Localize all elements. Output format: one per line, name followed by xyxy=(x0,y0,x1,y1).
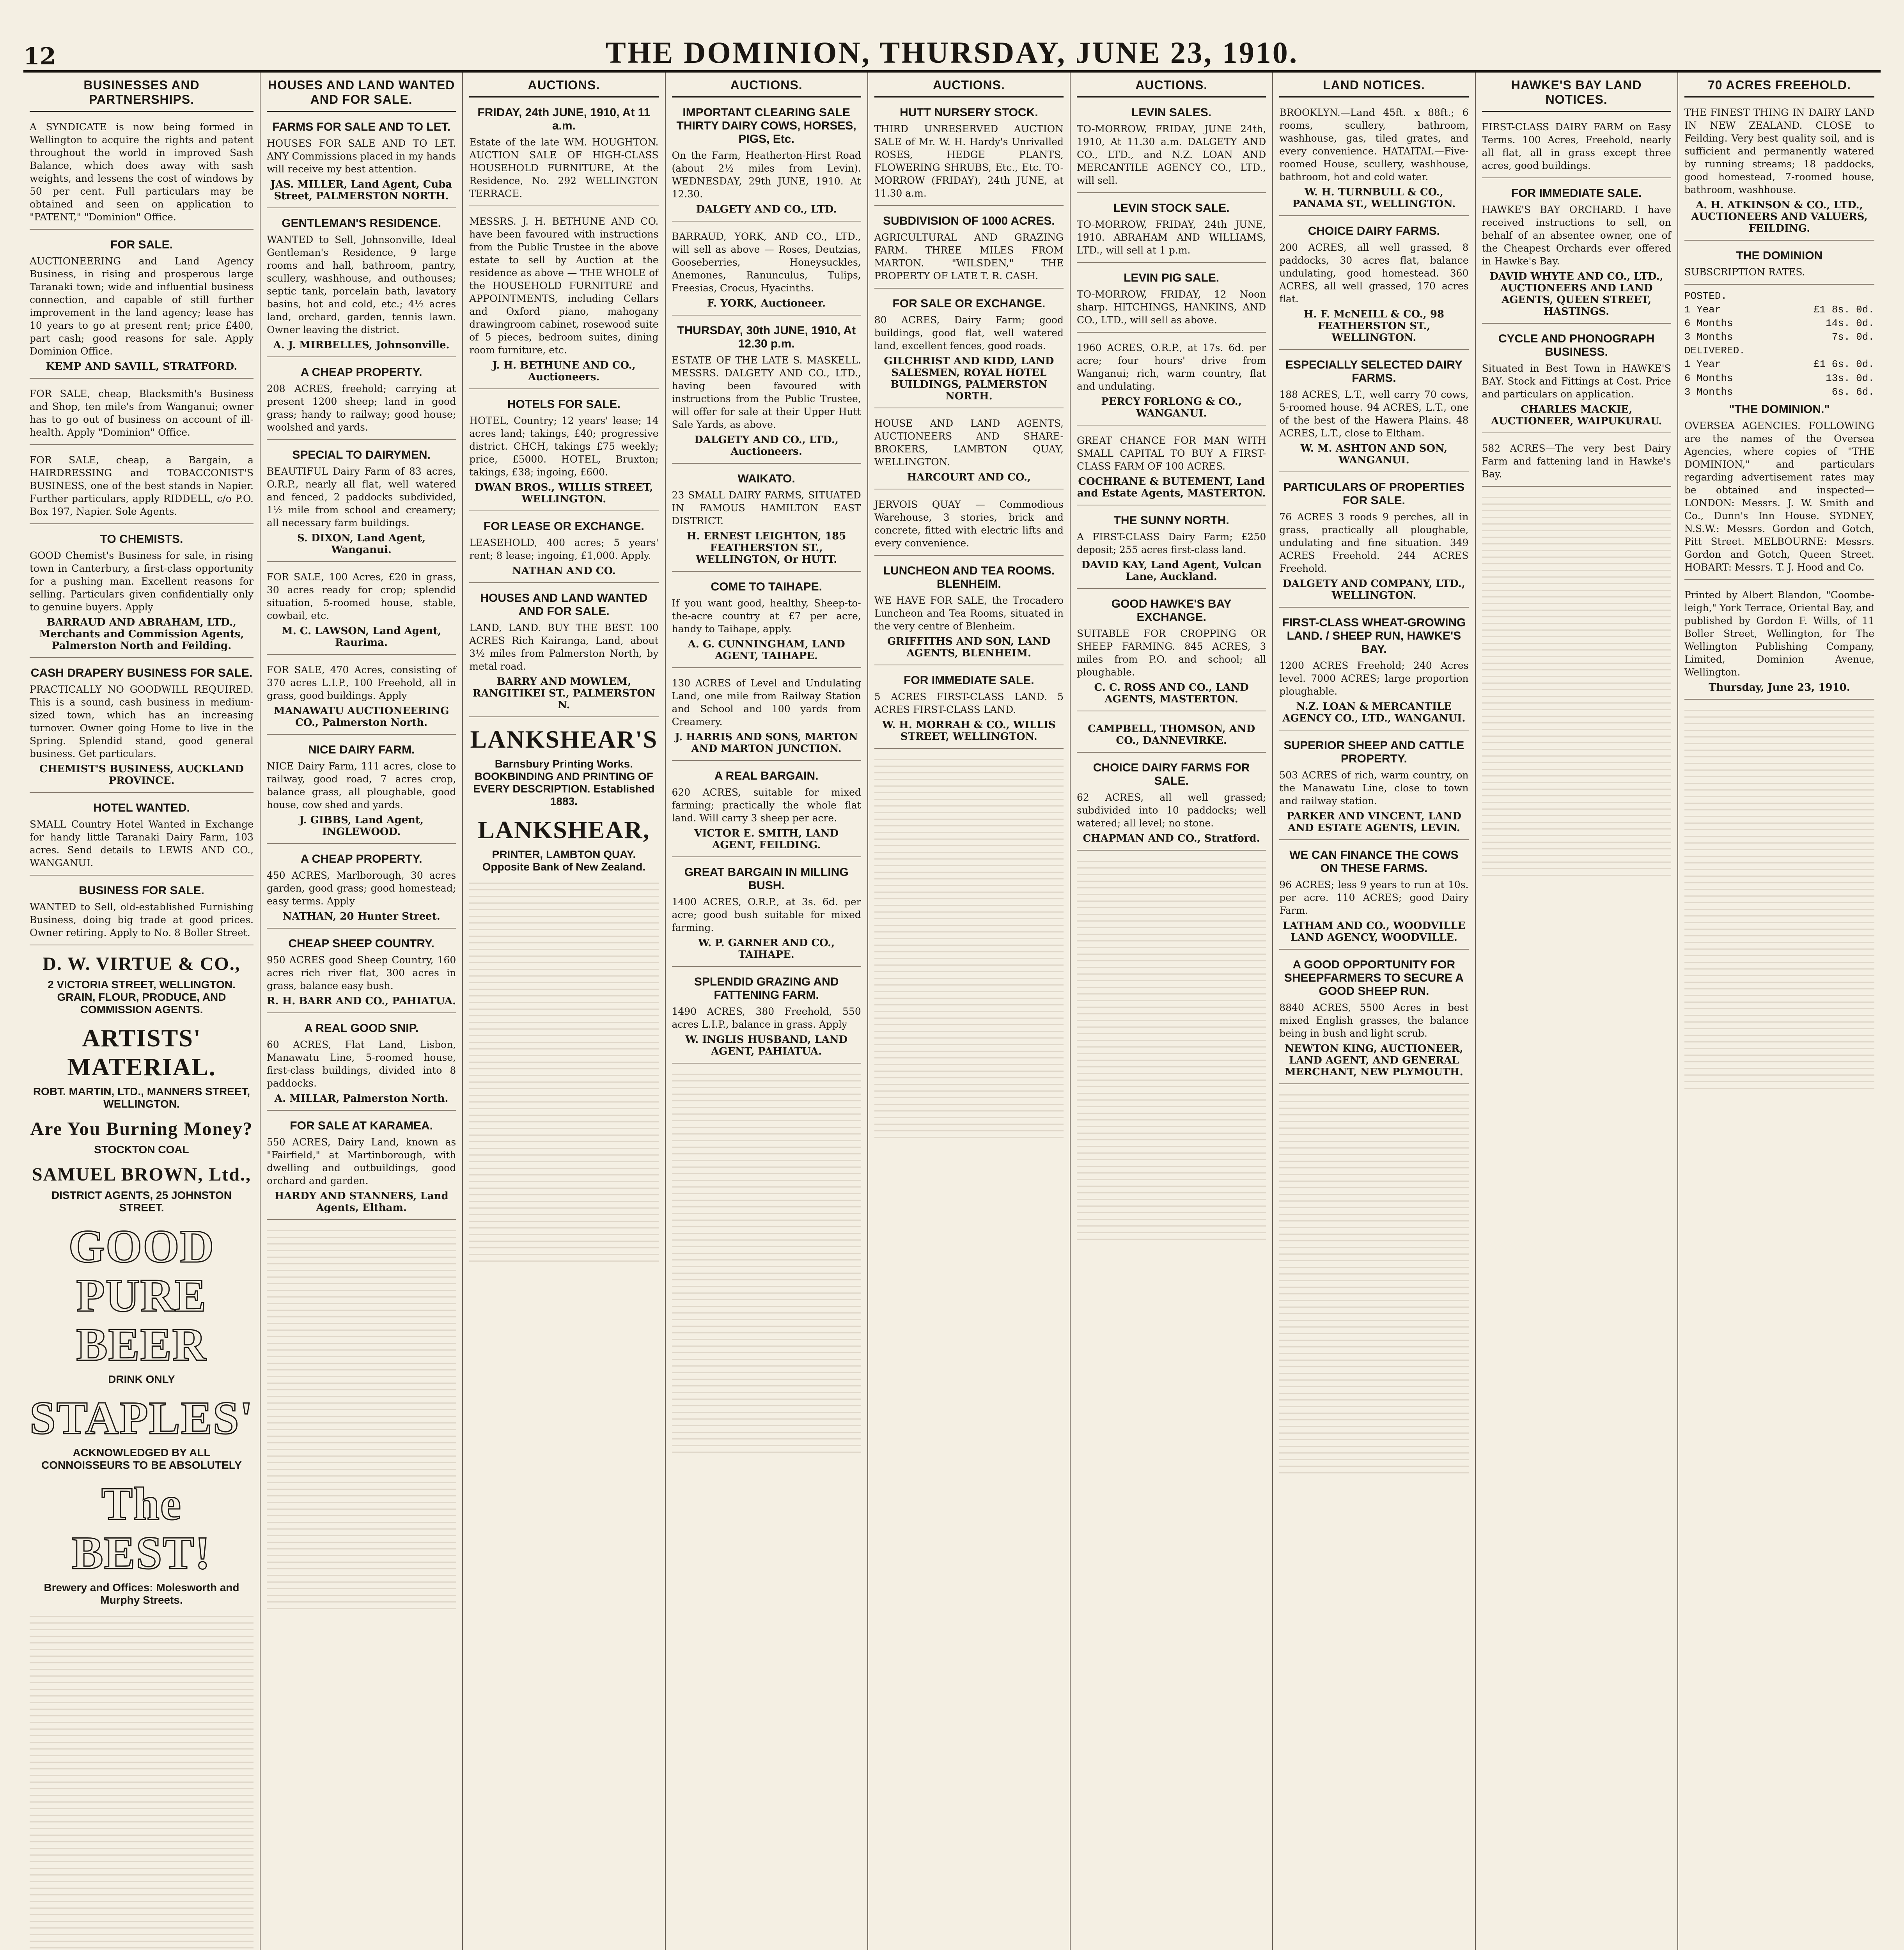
ad-body: MESSRS. J. H. BETHUNE AND CO. have been favoured with instructions from the Public Trustee in the above estate to sell by Auction at the residence as above — THE WHOLE of the HOUSEHOLD FURNITURE and APPOINTMENTS, including Cellars and Oxford piano, mahogany drawingroom cabinet, rosewood suite of 5 pieces, bedroom suites, dining room furniture, etc. xyxy=(469,216,659,356)
ad-heading: A CHEAP PROPERTY. xyxy=(300,853,422,865)
advertisement xyxy=(672,226,861,316)
ad-advertiser: J. H. BETHUNE AND CO., Auctioneers. xyxy=(492,360,636,383)
column-heading: HOUSES AND LAND WANTED AND FOR SALE. xyxy=(267,76,456,112)
display-banner: LANKSHEAR'S xyxy=(470,725,658,753)
ad-heading: THE SUNNY NORTH. xyxy=(1113,514,1229,527)
advertisement xyxy=(672,320,861,464)
ad-body: 582 ACRES—The very best Dairy Farm and fattening land in Hawke's Bay. xyxy=(1482,443,1671,480)
advertisement xyxy=(469,211,658,389)
ad-advertiser: BARRY AND MOWLEM, RANGITIKEI ST., PALMERSTON N. xyxy=(472,676,655,711)
ad-advertiser: W. P. GARNER AND CO., TAIHAPE. xyxy=(698,937,835,961)
ad-body: SUBSCRIPTION RATES. xyxy=(1684,266,1805,278)
ad-body: PRACTICALLY NO GOODWILL REQUIRED. This is a sound, cash business in medium-sized town, which has an increasing turnover. Owner going Home to live in the Spring. Splendid stand, good general business. Get particulars. xyxy=(30,684,254,759)
ad-body: FOR SALE, 100 Acres, £20 in grass, 30 acres ready for crop; splendid situation, 5-roomed house, stable, cowbail, etc. xyxy=(267,571,456,621)
ad-body: 1960 ACRES, O.R.P., at 17s. 6d. per acre; four hours' drive from Wanganui; rich, warm country, flat and undulating. xyxy=(1077,342,1266,392)
column xyxy=(261,73,463,1950)
advertisement xyxy=(469,102,658,206)
ad-advertiser: F. YORK, Auctioneer. xyxy=(707,298,826,309)
banner-subline: DISTRICT AGENTS, 25 JOHNSTON STREET. xyxy=(51,1189,232,1214)
advertisement xyxy=(1279,845,1468,950)
banner-subline: STOCKTON COAL xyxy=(94,1143,189,1156)
ad-body: WANTED to Sell, old-established Furnishing Business, doing big trade at good prices. Owner retiring. Apply to No. 8 Boller Street. xyxy=(30,901,254,938)
advertisement xyxy=(1482,183,1671,324)
column-heading: AUCTIONS. xyxy=(874,76,1064,98)
advertisement xyxy=(267,659,456,735)
ad-body: HOTEL, Country; 12 years' lease; 14 acres land; takings, £40; progressive district. CHCH, takings £75 weekly; price, £5000. HOTEL, Bruxton; takings, £38; ingoing, £600. xyxy=(469,415,659,478)
ad-heading: PARTICULARS OF PROPERTIES FOR SALE. xyxy=(1283,481,1465,507)
ad-advertiser: J. HARRIS AND SONS, MARTON AND MARTON JUNCTION. xyxy=(675,731,858,755)
ad-heading: SPLENDID GRAZING AND FATTENING FARM. xyxy=(694,975,839,1002)
ad-body: On the Farm, Heatherton-Hirst Road (about 2½ miles from Levin). WEDNESDAY, 29th JUNE, 1910. At 12.30. xyxy=(672,150,861,200)
ad-advertiser: BARRAUD AND ABRAHAM, LTD., Merchants and Commission Agents, Palmerston North and Feilding. xyxy=(39,617,244,652)
ad-body: 550 ACRES, Dairy Land, known as "Fairfield," at Martinborough, with dwelling and outbuildings, good orchard and garden. xyxy=(267,1136,456,1186)
rate-row xyxy=(1684,330,1874,344)
ad-body: TO-MORROW, FRIDAY, 12 Noon sharp. HITCHINGS, HANKINS, AND CO., LTD., will sell as above. xyxy=(1077,289,1266,326)
ad-body: GREAT CHANCE FOR MAN WITH SMALL CAPITAL TO BUY A FIRST-CLASS FARM OF 100 ACRES. xyxy=(1077,435,1266,472)
rate-price: 14s. 0d. xyxy=(1826,317,1874,330)
ad-heading: FIRST-CLASS WHEAT-GROWING LAND. / SHEEP RUN, HAWKE'S BAY. xyxy=(1282,616,1466,656)
ad-body: 23 SMALL DAIRY FARMS, SITUATED IN FAMOUS HAMILTON EAST DISTRICT. xyxy=(672,489,861,526)
ad-body: 950 ACRES good Sheep Country, 160 acres rich river flat, 300 acres in grass, balance easy bush. xyxy=(267,954,456,991)
column xyxy=(463,73,665,1950)
columns xyxy=(23,73,1881,1950)
ad-advertiser: HARDY AND STANNERS, Land Agents, Eltham. xyxy=(274,1190,449,1214)
advertisement xyxy=(1077,757,1266,851)
ad-heading: THURSDAY, 30th JUNE, 1910, At 12.30 p.m. xyxy=(677,324,856,350)
ad-heading: A CHEAP PROPERTY. xyxy=(300,366,422,379)
display-banner: D. W. VIRTUE & CO., xyxy=(43,954,241,974)
ad-body: 62 ACRES, all well grassed; subdivided into 10 paddocks; well watered; all level; no stone. xyxy=(1077,792,1266,829)
advertisement xyxy=(672,971,861,1064)
ad-advertiser: DALGETY AND CO., LTD., Auctioneers. xyxy=(694,434,839,457)
advertisement xyxy=(30,798,254,876)
ad-advertiser: W. INGLIS HUSBAND, LAND AGENT, PAHIATUA. xyxy=(685,1034,848,1057)
column xyxy=(666,73,868,1950)
ad-heading: CASH DRAPERY BUSINESS FOR SALE. xyxy=(30,667,253,679)
column-text-filler xyxy=(267,1225,456,1615)
advertisement xyxy=(30,450,254,524)
rate-period: 6 Months xyxy=(1684,372,1733,384)
advertisement xyxy=(874,293,1064,408)
ad-advertiser: W. H. MORRAH & CO., WILLIS STREET, WELLINGTON. xyxy=(882,719,1056,743)
advertisement xyxy=(1279,221,1468,350)
ad-advertiser: W. M. ASHTON AND SON, WANGANUI. xyxy=(1300,443,1448,466)
ad-heading: LUNCHEON AND TEA ROOMS. BLENHEIM. xyxy=(883,564,1055,590)
ad-body: 1200 ACRES Freehold; 240 Acres level. 7000 ACRES; large proportion ploughable. xyxy=(1279,660,1469,697)
advertisement xyxy=(267,213,456,357)
ad-heading: IMPORTANT CLEARING SALE THIRTY DAIRY COWS, HORSES, PIGS, Etc. xyxy=(676,106,856,145)
advertisement xyxy=(672,862,861,967)
ad-body: THE FINEST THING IN DAIRY LAND IN NEW ZEALAND. CLOSE to Feilding. Very best quality soil, and is sufficient and permanently watered by running streams; 18 paddocks, good homestead, 7-roomed house, bathroom, washhouse. xyxy=(1684,107,1874,195)
banner-subline: Brewery and Offices: Molesworth and Murphy Streets. xyxy=(44,1581,239,1606)
advertisement xyxy=(672,576,861,668)
ad-body: A SYNDICATE is now being formed in Wellington to acquire the rights and patent throughout the world in improved Sash Balance, which does away with sash weights, and lessens the cost of windows by 50 per cent. Full particulars may be obtained and seen on application to "PATENT," "Dominion" Office. xyxy=(30,121,254,223)
ad-body: 96 ACRES; less 9 years to run at 10s. per acre. 110 ACRES; good Dairy Farm. xyxy=(1279,879,1469,916)
advertisement xyxy=(30,234,254,379)
ad-body: 60 ACRES, Flat Land, Lisbon, Manawatu Line, 5-roomed house, first-class buildings, divided into 8 paddocks. xyxy=(267,1039,456,1089)
ad-advertiser: J. GIBBS, Land Agent, INGLEWOOD. xyxy=(299,814,424,838)
advertisement xyxy=(1279,355,1468,472)
advertisement xyxy=(1684,399,1874,580)
ad-advertiser: A. J. MIRBELLES, Johnsonville. xyxy=(273,339,450,351)
ad-advertiser: NATHAN, 20 Hunter Street. xyxy=(282,911,440,922)
advertisement xyxy=(672,468,861,572)
ad-heading: HUTT NURSERY STOCK. xyxy=(900,106,1038,119)
ad-advertiser: COCHRANE & BUTEMENT, Land and Estate Agents, MASTERTON. xyxy=(1077,476,1266,499)
display-banner: STAPLES' xyxy=(30,1392,254,1444)
ad-heading: "THE DOMINION." xyxy=(1729,402,1830,416)
advertisement xyxy=(1279,954,1468,1084)
ad-advertiser: A. H. ATKINSON & CO., LTD., AUCTIONEERS AND VALUERS, FEILDING. xyxy=(1691,199,1868,234)
advertisement xyxy=(672,673,861,761)
ad-body: THIRD UNRESERVED AUCTION SALE of Mr. W. H. Hardy's Unrivalled ROSES, HEDGE PLANTS, FLOWERING SHRUBS, Etc., Etc. TO-MORROW (FRIDAY), 24th JUNE, at 11.30 a.m. xyxy=(874,123,1064,199)
ad-advertiser: S. DIXON, Land Agent, Wanganui. xyxy=(297,532,426,556)
column xyxy=(868,73,1071,1950)
column-text-filler xyxy=(874,753,1064,1143)
display-banner: SAMUEL BROWN, Ltd., xyxy=(32,1164,252,1185)
rate-price: 7s. 0d. xyxy=(1831,331,1874,343)
ad-heading: A REAL GOOD SNIP. xyxy=(304,1022,419,1035)
ad-advertiser: A. MILLAR, Palmerston North. xyxy=(274,1093,449,1104)
column-text-filler xyxy=(1482,491,1671,881)
advertisement xyxy=(1684,245,1874,285)
advertisement xyxy=(267,567,456,655)
ad-heading: FRIDAY, 24th JUNE, 1910, At 11 a.m. xyxy=(477,106,651,132)
ad-heading: HOTELS FOR SALE. xyxy=(507,398,620,411)
ad-heading: FOR SALE OR EXCHANGE. xyxy=(892,297,1046,310)
ad-advertiser: PERCY FORLONG & CO., WANGANUI. xyxy=(1101,396,1242,419)
advertisement xyxy=(30,663,254,793)
advertisement xyxy=(1077,198,1266,263)
ad-heading: GREAT BARGAIN IN MILLING BUSH. xyxy=(684,866,849,892)
display-banner: ARTISTS' MATERIAL. xyxy=(67,1024,216,1081)
ad-body: 450 ACRES, Marlborough, 30 acres garden, good grass; good homestead; easy terms. Apply xyxy=(267,870,456,907)
banner-subline: Barnsbury Printing Works. BOOKBINDING AND PRINTING OF EVERY DESCRIPTION. Established 1883. xyxy=(473,758,655,807)
ad-body: 208 ACRES, freehold; carrying at present 1200 sheep; land in good grass; handy to railway; good house; woolshed and yards. xyxy=(267,383,456,433)
advertisement xyxy=(1077,716,1266,753)
ad-advertiser: LATHAM AND CO., WOODVILLE LAND AGENCY, WOODVILLE. xyxy=(1282,920,1466,943)
ad-advertiser: R. H. BARR AND CO., PAHIATUA. xyxy=(267,995,456,1007)
ad-heading: A GOOD OPPORTUNITY FOR SHEEPFARMERS TO SECURE A GOOD SHEEP RUN. xyxy=(1284,958,1464,998)
advertisement xyxy=(30,529,254,658)
rate-period: 6 Months xyxy=(1684,317,1733,330)
advertisement xyxy=(874,211,1064,289)
ad-body: 5 ACRES FIRST-CLASS LAND. 5 ACRES FIRST-CLASS LAND. xyxy=(874,691,1064,715)
ad-heading: CHEAP SHEEP COUNTRY. xyxy=(288,937,434,950)
ad-body: 80 ACRES, Dairy Farm; good buildings, good flat, well watered land, excellent fences, good roads. xyxy=(874,314,1064,351)
ad-body: OVERSEA AGENCIES. FOLLOWING are the names of the Oversea Agencies, where copies of "THE DOMINION," and particulars regarding advertisement rates may be obtained and inspected— LONDON: Messrs. J. W. Smith and Co., Dunn's Inn House. SYDNEY, N.S.W.: Messrs. Gordon and Gotch, Pitt Street. MELBOURNE: Messrs. Gordon and Gotch, Queen Street. HOBART: Messrs. T. J. Hood and Co. xyxy=(1684,420,1874,573)
column-heading: BUSINESSES AND PARTNERSHIPS. xyxy=(30,76,254,112)
ad-body: FOR SALE, 470 Acres, consisting of 370 acres L.I.P., 100 Freehold, all in grass, good buildings. Apply xyxy=(267,664,456,701)
advertisement xyxy=(1077,268,1266,333)
advertisement xyxy=(267,1115,456,1220)
rate-row xyxy=(1684,303,1874,317)
ad-body: Situated in Best Town in HAWKE'S BAY. Stock and Fittings at Cost. Price and particulars on application. xyxy=(1482,363,1671,400)
column-heading: AUCTIONS. xyxy=(1077,76,1266,98)
ad-body: TO-MORROW, FRIDAY, 24th JUNE, 1910. ABRAHAM AND WILLIAMS, LTD., will sell at 1 p.m. xyxy=(1077,219,1266,256)
ad-advertiser: CHEMIST'S BUSINESS, AUCKLAND PROVINCE. xyxy=(39,763,244,787)
rate-price: 13s. 0d. xyxy=(1826,372,1874,384)
ad-heading: BUSINESS FOR SALE. xyxy=(79,884,204,897)
advertisement xyxy=(267,362,456,440)
rate-period: 3 Months xyxy=(1684,386,1733,398)
advertisement xyxy=(267,445,456,562)
column-heading: 70 ACRES FREEHOLD. xyxy=(1684,76,1874,98)
column-heading: AUCTIONS. xyxy=(672,76,861,98)
ad-heading: SUBDIVISION OF 1000 ACRES. xyxy=(883,214,1055,227)
ad-heading: SUPERIOR SHEEP AND CATTLE PROPERTY. xyxy=(1284,739,1464,765)
advertisement xyxy=(1279,102,1468,216)
ad-body: BEAUTIFUL Dairy Farm of 83 acres, O.R.P., nearly all flat, well watered and fenced, 2 paddocks subdivided, 1½ mile from school and creamery; all necessary farm buildings. xyxy=(267,466,456,528)
advertisement xyxy=(1077,430,1266,505)
ad-advertiser: GRIFFITHS AND SON, LAND AGENTS, BLENHEIM. xyxy=(887,636,1051,659)
advertisement xyxy=(874,670,1064,749)
column xyxy=(23,73,261,1950)
ad-heading: HOTEL WANTED. xyxy=(93,801,190,814)
ad-body: HAWKE'S BAY ORCHARD. I have received instructions to sell, on behalf of an absentee owner, one of the Cheapest Orchards ever offered in Hawke's Bay. xyxy=(1482,204,1671,267)
ad-advertiser: CHARLES MACKIE, AUCTIONEER, WAIPUKURAU. xyxy=(1491,404,1662,427)
ad-heading: THE DOMINION xyxy=(1736,249,1823,262)
advertisement xyxy=(1482,117,1671,178)
ad-body: 76 ACRES 3 roods 9 perches, all in grass, practically all ploughable, undulating and fine situation. 349 ACRES Freehold. 244 ACRES Freehold. xyxy=(1279,511,1469,574)
ad-heading: FOR IMMEDIATE SALE. xyxy=(904,674,1034,687)
rate-price: £1 6s. 0d. xyxy=(1813,358,1874,370)
column xyxy=(1273,73,1475,1950)
advertisement xyxy=(874,560,1064,665)
advertisement xyxy=(672,766,861,857)
advertisement xyxy=(267,739,456,844)
rate-period: 1 Year xyxy=(1684,358,1721,370)
ad-heading: WAIKATO. xyxy=(737,472,795,485)
ad-heading: LEVIN STOCK SALE. xyxy=(1113,202,1230,214)
rates-posted-label: POSTED. xyxy=(1684,290,1727,302)
advertisement xyxy=(1684,102,1874,241)
display-banner: GOOD PURE BEER xyxy=(68,1220,215,1370)
banner-subline: PRINTER, LAMBTON QUAY. Opposite Bank of New Zealand. xyxy=(482,848,646,873)
ad-heading: FARMS FOR SALE AND TO LET. xyxy=(272,121,450,133)
column-text-filler xyxy=(1077,855,1266,1245)
rate-row xyxy=(1684,385,1874,399)
ad-heading: SPECIAL TO DAIRYMEN. xyxy=(292,448,431,461)
advertisement xyxy=(1077,337,1266,425)
ad-body: FOR SALE, cheap, Blacksmith's Business and Shop, ten mile's from Wanganui; owner has to go out of business on account of ill-health. Apply "Dominion" Office. xyxy=(30,388,254,438)
ad-advertiser: DALGETY AND CO., LTD. xyxy=(696,204,837,215)
ad-heading: CHOICE DAIRY FARMS FOR SALE. xyxy=(1093,761,1250,787)
column-heading: LAND NOTICES. xyxy=(1279,76,1468,98)
ad-heading: TO CHEMISTS. xyxy=(100,533,183,546)
advertisement xyxy=(672,102,861,222)
ad-body: SUITABLE FOR CROPPING OR SHEEP FARMING. 845 ACRES, 3 miles from P.O. and school; all ploughable. xyxy=(1077,628,1266,678)
ad-body: 503 ACRES of rich, warm country, on the Manawatu Line, close to town and railway station. xyxy=(1279,769,1469,807)
ad-advertiser: VICTOR E. SMITH, LAND AGENT, FEILDING. xyxy=(694,828,839,851)
ad-heading: LEVIN SALES. xyxy=(1131,106,1212,119)
rate-row xyxy=(1684,372,1874,385)
ad-body: HOUSE AND LAND AGENTS, AUCTIONEERS AND SHARE-BROKERS, LAMBTON QUAY, WELLINGTON. xyxy=(874,418,1064,468)
ad-advertiser: DAVID WHYTE AND CO., LTD., AUCTIONEERS AND LAND AGENTS, QUEEN STREET, HASTINGS. xyxy=(1489,271,1663,317)
column-text-filler xyxy=(1684,704,1874,1094)
advertisement xyxy=(267,117,456,208)
rate-price: £1 8s. 0d. xyxy=(1813,304,1874,316)
ad-advertiser: N.Z. LOAN & MERCANTILE AGENCY CO., LTD., WANGANUI. xyxy=(1282,701,1466,724)
ad-body: 1490 ACRES, 380 Freehold, 550 acres L.I.P., balance in grass. Apply xyxy=(672,1006,861,1030)
ad-heading: FOR IMMEDIATE SALE. xyxy=(1511,187,1642,200)
ad-body: GOOD Chemist's Business for sale, in rising town in Canterbury, a first-class opportunity for a pushing man. Excellent reasons for selling. Particulars given confidentially only to genuine buyers. Apply xyxy=(30,550,254,613)
advertisement xyxy=(267,849,456,929)
column xyxy=(1071,73,1273,1950)
subscription-rates xyxy=(1684,289,1874,399)
masthead xyxy=(23,23,1881,73)
advertisement xyxy=(874,413,1064,489)
ad-heading: FOR SALE. xyxy=(110,238,173,251)
ad-body: 8840 ACRES, 5500 Acres in best mixed English grasses, the balance being in bush and light scrub. xyxy=(1279,1002,1469,1039)
advertisement xyxy=(1482,328,1671,433)
ad-heading: LEVIN PIG SALE. xyxy=(1124,271,1220,284)
banner-subline: 2 VICTORIA STREET, WELLINGTON. GRAIN, FLOUR, PRODUCE, AND COMMISSION AGENTS. xyxy=(48,979,236,1016)
ad-heading: FOR LEASE OR EXCHANGE. xyxy=(484,520,644,533)
ad-body: 188 ACRES, L.T., well carry 70 cows, 5-roomed house. 94 ACRES, L.T., one of the best of the Hawera Plains. 48 ACRES, L.T., close to Eltham. xyxy=(1279,389,1469,439)
advertisement xyxy=(1279,612,1468,730)
advertisement xyxy=(30,383,254,445)
advertisement xyxy=(267,933,456,1013)
advertisement xyxy=(469,588,658,717)
column-heading: HAWKE'S BAY LAND NOTICES. xyxy=(1482,76,1671,112)
banner-subline: ACKNOWLEDGED BY ALL CONNOISSEURS TO BE ABSOLUTELY xyxy=(41,1447,242,1471)
display-banner: LANKSHEAR, xyxy=(478,816,650,844)
advertisement xyxy=(1482,438,1671,487)
ad-heading: GENTLEMAN'S RESIDENCE. xyxy=(282,217,441,230)
ad-heading: WE CAN FINANCE THE COWS ON THESE FARMS. xyxy=(1289,849,1459,875)
ad-advertiser: M. C. LAWSON, Land Agent, Raurima. xyxy=(281,625,441,649)
ad-advertiser: CHAPMAN AND CO., Stratford. xyxy=(1083,833,1260,844)
banner-subline: DRINK ONLY xyxy=(108,1373,175,1385)
ad-heading: CHOICE DAIRY FARMS. xyxy=(1308,225,1440,238)
advertisement xyxy=(1077,510,1266,589)
ad-body: WANTED to Sell, Johnsonville, Ideal Gentleman's Residence, 9 large rooms and hall, bathroom, pantry, scullery, washhouse, and outhouses; septic tank, porcelain bath, lavatory basins, hot and cold, etc.; 4½ acres land, orchard, garden, tennis lawn. Owner leaving the district. xyxy=(267,234,456,335)
page-number: 12 xyxy=(23,43,56,70)
ad-advertiser: C. C. ROSS AND CO., LAND AGENTS, MASTERTON. xyxy=(1094,682,1249,705)
display-banner: Are You Burning Money? xyxy=(30,1119,253,1139)
ad-body: TO-MORROW, FRIDAY, JUNE 24th, 1910, At 11.30 a.m. DALGETY AND CO., LTD., and N.Z. LOAN AND MERCANTILE AGENCY CO., LTD., will sell. xyxy=(1077,123,1266,186)
ad-body: Estate of the late WM. HOUGHTON. AUCTION SALE OF HIGH-CLASS HOUSEHOLD FURNITURE, At the Residence, No. 292 WELLINGTON TERRACE. xyxy=(469,136,659,199)
ad-body: ESTATE OF THE LATE S. MASKELL. MESSRS. DALGETY AND CO., LTD., having been favoured with instructions from the Public Trustee, will offer for sale at their Upper Hutt Sale Yards, as above. xyxy=(672,355,861,430)
ad-advertiser: H. F. McNEILL & CO., 98 FEATHERSTON ST., WELLINGTON. xyxy=(1303,308,1445,344)
ad-advertiser: A. G. CUNNINGHAM, LAND AGENT, TAIHAPE. xyxy=(688,638,845,662)
ad-advertiser: Thursday, June 23, 1910. xyxy=(1709,681,1850,693)
ad-advertiser: CAMPBELL, THOMSON, AND CO., DANNEVIRKE. xyxy=(1088,723,1255,746)
advertisement xyxy=(874,102,1064,206)
banner-subline: ROBT. MARTIN, LTD., MANNERS STREET, WELLINGTON. xyxy=(33,1085,250,1110)
advertisement xyxy=(1077,102,1266,193)
ad-heading: GOOD HAWKE'S BAY EXCHANGE. xyxy=(1111,597,1232,624)
newspaper-title: THE DOMINION, THURSDAY, JUNE 23, 1910. xyxy=(605,35,1299,69)
ad-body: JERVOIS QUAY — Commodious Warehouse, 3 stories, brick and concrete, fitted with electric lifts and every convenience. xyxy=(874,499,1064,549)
advertisement xyxy=(267,1018,456,1111)
ad-body: NICE Dairy Farm, 111 acres, close to railway, good road, 7 acres crop, balance grass, all ploughable, good house, cow shed and yards. xyxy=(267,760,456,810)
ad-heading: NICE DAIRY FARM. xyxy=(308,743,415,756)
ad-advertiser: MANAWATU AUCTIONEERING CO., Palmerston North. xyxy=(273,705,449,729)
ad-body: SMALL Country Hotel Wanted in Exchange for handy little Taranaki Dairy Farm, 103 acres. Send details to LEWIS AND CO., WANGANUI. xyxy=(30,819,254,869)
column-heading: AUCTIONS. xyxy=(469,76,658,98)
ad-body: FIRST-CLASS DAIRY FARM on Easy Terms. 100 Acres, Freehold, nearly all flat, all in grass except three acres, good buildings. xyxy=(1482,121,1671,171)
column-text-filler xyxy=(30,1610,254,1950)
ad-advertiser: DAVID KAY, Land Agent, Vulcan Lane, Auckland. xyxy=(1081,559,1262,583)
ad-body: FOR SALE, cheap, a Bargain, a HAIRDRESSING and TOBACCONIST'S BUSINESS, one of the best stands in Napier. Further particulars, apply RIDDELL, c/o P.O. Box 197, Napier. Sole Agents. xyxy=(30,454,254,517)
ad-advertiser: W. H. TURNBULL & CO., PANAMA ST., WELLINGTON. xyxy=(1292,186,1456,210)
ad-advertiser: DALGETY AND COMPANY, LTD., WELLINGTON. xyxy=(1282,578,1465,601)
ad-advertiser: NATHAN AND CO. xyxy=(512,565,616,577)
advertisement xyxy=(30,117,254,230)
ad-advertiser: HARCOURT AND CO., xyxy=(907,472,1031,483)
ad-advertiser: H. ERNEST LEIGHTON, 185 FEATHERSTON ST., WELLINGTON, Or HUTT. xyxy=(686,530,846,566)
rate-period: 1 Year xyxy=(1684,304,1721,316)
ad-advertiser: DWAN BROS., WILLIS STREET, WELLINGTON. xyxy=(475,482,653,505)
ad-body: LAND, LAND. BUY THE BEST. 100 ACRES Rich Kairanga, Land, about 3½ miles from Palmerston North, by metal road. xyxy=(469,622,659,672)
advertisement xyxy=(1077,594,1266,711)
ad-body: HOUSES FOR SALE AND TO LET. ANY Commissions placed in my hands will receive my best attention. xyxy=(267,138,456,175)
ad-body: A FIRST-CLASS Dairy Farm; £250 deposit; 255 acres first-class land. xyxy=(1077,531,1266,555)
ad-heading: HOUSES AND LAND WANTED AND FOR SALE. xyxy=(480,592,648,618)
rate-period: 3 Months xyxy=(1684,331,1733,343)
ad-body: AUCTIONEERING and Land Agency Business, in rising and prosperous large Taranaki town; wide and influential business connection, and capable of still further improvement in the land agency; lease has 10 years to go at present rent; price £400, part cash; good reasons for sale. Apply Dominion Office. xyxy=(30,255,254,357)
ad-advertiser: GILCHRIST AND KIDD, LAND SALESMEN, ROYAL HOTEL BUILDINGS, PALMERSTON NORTH. xyxy=(884,355,1054,402)
ad-heading: ESPECIALLY SELECTED DAIRY FARMS. xyxy=(1285,358,1463,385)
ad-body: Printed by Albert Blandon, "Coombe-leigh," York Terrace, Oriental Bay, and published by Gordon F. Wills, of 11 Boller Street, Wellington, for The Wellington Publishing Company, Limited, Dominion Avenue, Wellington. xyxy=(1684,589,1874,678)
ad-advertiser: PARKER AND VINCENT, LAND AND ESTATE AGENTS, LEVIN. xyxy=(1286,810,1461,834)
ad-body: BARRAUD, YORK, AND CO., LTD., will sell as above — Roses, Deutzias, Gooseberries, Honeysuckles, Anemones, Ranunculus, Tulips, Freesias, Crocus, Hyacinths. xyxy=(672,231,861,294)
ad-body: BROOKLYN.—Land 45ft. x 88ft.; 6 rooms, scullery, bathroom, washhouse, gas, tiled grates, and every convenience. HATAITAI.—Five-roomed House, scullery, washhouse, bathroom, hot and cold water. xyxy=(1279,107,1469,183)
ad-advertiser: NEWTON KING, AUCTIONEER, LAND AGENT, AND GENERAL MERCHANT, NEW PLYMOUTH. xyxy=(1285,1043,1463,1078)
advertisement xyxy=(1279,735,1468,840)
column xyxy=(1476,73,1678,1950)
advertisement xyxy=(30,880,254,945)
ad-body: 1400 ACRES, O.R.P., at 3s. 6d. per acre; good bush suitable for mixed farming. xyxy=(672,896,861,933)
rate-row xyxy=(1684,317,1874,330)
advertisement xyxy=(874,494,1064,556)
ad-heading: COME TO TAIHAPE. xyxy=(711,580,822,593)
ad-body: If you want good, healthy, Sheep-to-the-acre country at £7 per acre, handy to Taihape, apply. xyxy=(672,597,861,635)
ad-heading: CYCLE AND PHONOGRAPH BUSINESS. xyxy=(1498,332,1655,358)
rate-row xyxy=(1684,358,1874,371)
ad-advertiser: KEMP AND SAVILL, STRATFORD. xyxy=(46,361,238,372)
advertisement xyxy=(469,394,658,511)
ad-advertiser: JAS. MILLER, Land Agent, Cuba Street, PALMERSTON NORTH. xyxy=(270,179,452,202)
column-text-filler xyxy=(1279,1089,1468,1479)
ad-body: 200 ACRES, all well grassed, 8 paddocks, 30 acres flat, balance undulating, good homestead. 360 ACRES, all well grassed, 170 acres flat. xyxy=(1279,242,1469,305)
column xyxy=(1678,73,1881,1950)
advertisement xyxy=(1684,585,1874,700)
ad-body: WE HAVE FOR SALE, the Trocadero Luncheon and Tea Rooms, situated in the very centre of Blenheim. xyxy=(874,595,1064,632)
column-text-filler xyxy=(672,1068,861,1458)
rates-delivered-label: DELIVERED. xyxy=(1684,345,1745,357)
advertisement xyxy=(469,516,658,583)
ad-body: LEASEHOLD, 400 acres; 5 years' rent; 8 lease; ingoing, £1,000. Apply. xyxy=(469,537,659,561)
ad-heading: FOR SALE AT KARAMEA. xyxy=(290,1119,433,1132)
advertisement xyxy=(1279,477,1468,608)
display-banner: The BEST! xyxy=(72,1478,211,1579)
ad-body: 620 ACRES, suitable for mixed farming; practically the whole flat land. Will carry 3 sheep per acre. xyxy=(672,787,861,824)
ad-body: 130 ACRES of Level and Undulating Land, one mile from Railway Station and School and 100 yards from Creamery. xyxy=(672,677,861,727)
ad-body: AGRICULTURAL AND GRAZING FARM. THREE MILES FROM MARTON. "WILSDEN," THE PROPERTY OF LATE T. R. CASH. xyxy=(874,232,1064,282)
ad-heading: A REAL BARGAIN. xyxy=(714,769,819,782)
rate-price: 6s. 6d. xyxy=(1831,386,1874,398)
column-text-filler xyxy=(469,877,658,1267)
